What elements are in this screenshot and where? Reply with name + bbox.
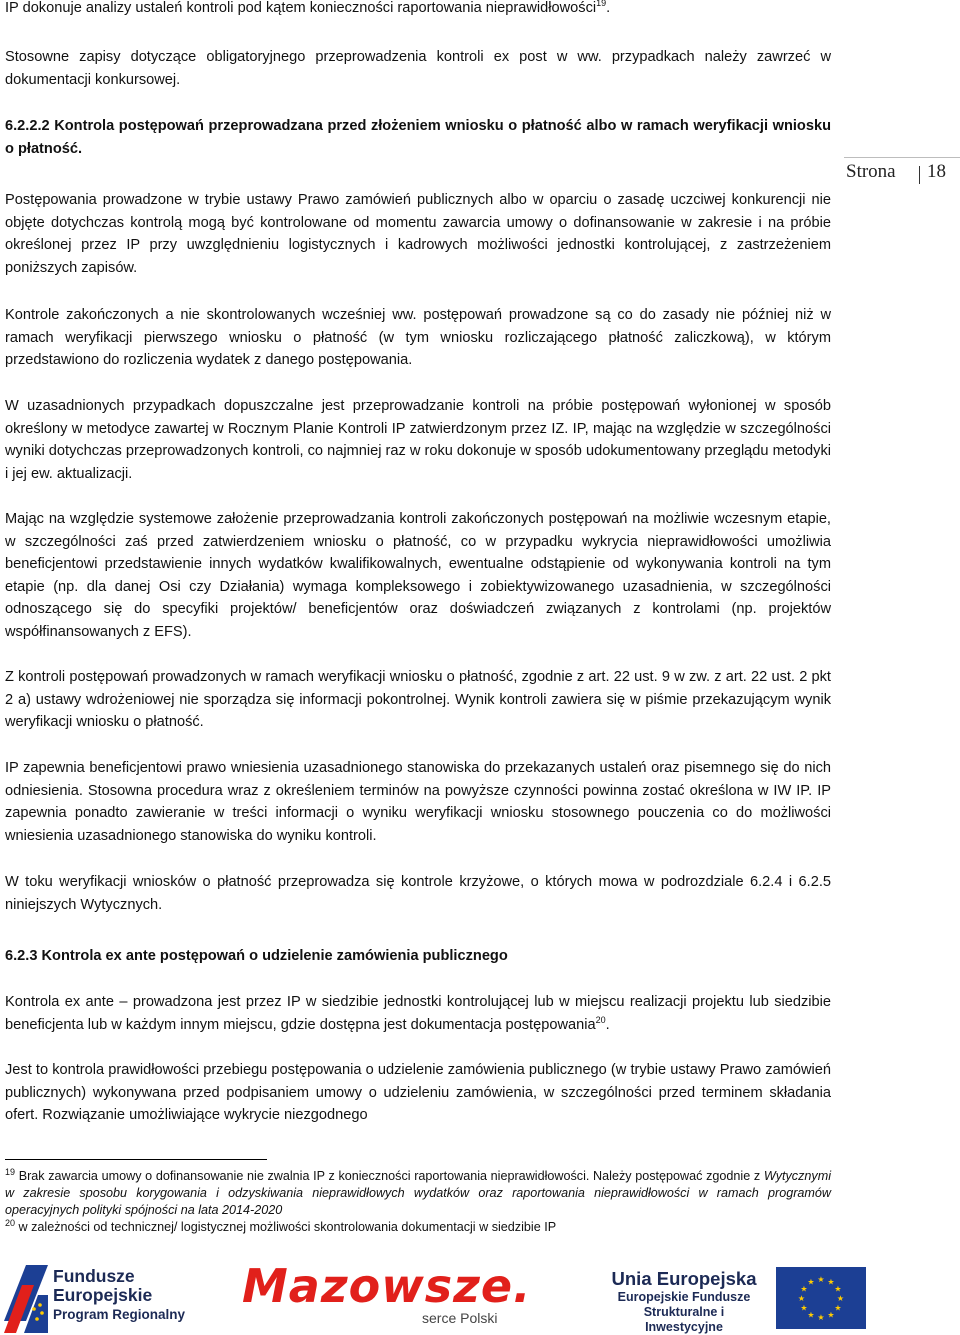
paragraph-punct: .: [606, 0, 611, 16]
svg-text:★: ★: [817, 1275, 825, 1284]
paragraph-kontrola-ex-ante: [5, 991, 831, 1036]
footnote-separator: [5, 1159, 267, 1160]
paragraph-systemowe-zalozenie: Mając na względzie systemowe założenie przeprowadzania kontroli zakończonych postępowań na możliwie wczesnym etapie, w szczególności zaś przed zatwierdzeniem wniosku o płatność, co w przypadku wykrycia nieprawidłowości umożliwia beneficjentowi przedstawienie innych wydatków kwalifikowalnych, ewentualne odstąpienie od wykonywania kontroli na tym etapie (np. dla danej Osi czy Działania) wymaga kompleksowego i zobiektywizowanego uzasadnienia, w szczególności odnoszącego się do specyfiki projektów/ beneficjentów oraz doświadczeń związanych z kontrolami (np. projektów współfinansowanych z EFS).: [5, 511, 831, 640]
footnote-19: [5, 1168, 831, 1219]
logo-strip: [0, 1253, 960, 1335]
footnote-mark-20: 20: [5, 1217, 16, 1228]
paragraph-kontrole-krzyzowe: W toku weryfikacji wniosków o płatność przeprowadza się kontrole krzyżowe, o których mowa w podrozdziale 6.2.4 i 6.2.5 niniejszych Wytycznych.: [5, 874, 831, 913]
paragraph-prawo-stanowiska: IP zapewnia beneficjentowi prawo wniesienia uzasadnionego stanowiska do przekazanych ustaleń oraz pisemnego się do nich odniesienia. Stosowna procedura wraz z określeniem terminów na powyższe czynności powinna zostać określona w IW IP. IP zapewnia ponadto zawieranie w treści informacji o wyniku weryfikacji wniosku stosownego pouczenia co do możliwości wniesienia uzasadnionego stanowiska do wyniku kontroli.: [5, 760, 831, 844]
paragraph-wynik-kontroli: Z kontroli postępowań prowadzonych w ramach weryfikacji wniosku o płatność, zgodnie z art. 22 ust. 9 w zw. z art. 22 ust. 2 pkt 2 a) ustawy wdrożeniowej nie sporządza się informacji pokontrolnej. Wynik kontroli zawiera się w piśmie przekazującym wynik weryfikacji wniosku o płatność.: [5, 669, 831, 731]
fe-line3: Program Regionalny: [53, 1307, 186, 1322]
section-heading-6-2-3: 6.2.3 Kontrola ex ante postępowań o udzielenie zamówienia publicznego: [5, 948, 508, 964]
svg-text:★: ★: [807, 1310, 815, 1320]
footnote-mark-19: 19: [5, 1166, 16, 1177]
ue-sub1: Europejskie Fundusze: [617, 1290, 751, 1304]
page-label: Strona: [846, 161, 896, 182]
unia-europejska-text: [604, 1268, 764, 1335]
footnote-19-text: Brak zawarcia umowy o dofinansowanie nie zwalnia IP z konieczności raportowania nieprawidłowości. Należy postępować zgodnie z: [18, 1169, 761, 1183]
paragraph-text: IP dokonuje analizy ustaleń kontroli pod kątem konieczności raportowania nieprawidłowości: [5, 0, 597, 16]
svg-text:★: ★: [836, 1294, 845, 1303]
ue-sub2: Strukturalne i Inwestycyjne: [643, 1305, 725, 1334]
svg-text:★: ★: [807, 1277, 815, 1287]
svg-text:★: ★: [834, 1303, 842, 1313]
ue-title: Unia Europejska: [611, 1268, 757, 1289]
footnote-20: [5, 1219, 831, 1236]
svg-text:★: ★: [827, 1310, 835, 1320]
paragraph-punct: .: [605, 1016, 610, 1033]
paragraph-postepowania: Postępowania prowadzone w trybie ustawy Prawo zamówień publicznych albo w oparciu o zasadę uczciwej konkurencji nie objęte dotychczas kontrolą mogą być kontrolowane od momentu zawarcia umowy o dofinansowanie w zakresie i na próbie określonej przez IP przy uwzględnieniu logistycznych i kadrowych możliwości jednostki kontrolującej, z zastrzeżeniem poniższych zapisów.: [5, 192, 831, 276]
page-number: 18: [927, 161, 946, 182]
page-number-marker: [844, 157, 960, 188]
svg-text:★: ★: [797, 1294, 806, 1303]
footnote-ref-19[interactable]: 19: [596, 0, 607, 9]
paragraph-kontrola-prawidlowosci: Jest to kontrola prawidłowości przebiegu postępowania o udzielenie zamówienia publicznego (w trybie ustawy Prawo zamówień publicznych) wykonywana przed podpisaniem umowy o udzieleniu zamówienia, w szczególności przed terminem składania ofert. Rozwiązanie umożliwiające wykrycie niezgodnego: [5, 1062, 831, 1124]
paragraph-ex-post: Stosowne zapisy dotyczące obligatoryjnego przeprowadzenia kontroli ex post w ww. przypadkach należy zawrzeć w dokumentacji konkursowej.: [5, 49, 831, 88]
footnote-ref-20[interactable]: 20: [595, 1014, 606, 1025]
footnote-20-text: w zależności od technicznej/ logistycznej możliwości skontrolowania dokumentacji w siedzibie IP: [18, 1220, 557, 1234]
svg-text:★: ★: [817, 1313, 825, 1322]
fe-line2: Europejskie: [53, 1285, 153, 1305]
paragraph-text: Kontrola ex ante – prowadzona jest przez IP w siedzibie jednostki kontrolującej lub w miejscu realizacji projektu lub siedzibie beneficjenta lub w każdym innym miejscu, gdzie dostępna jest dokumentacja postępowania: [5, 994, 831, 1033]
section-heading-6-2-2-2: 6.2.2.2 Kontrola postępowań przeprowadzana przed złożeniem wniosku o płatność albo w ramach weryfikacji wniosku o płatność.: [5, 118, 831, 157]
eu-flag-icon: [776, 1267, 866, 1329]
paragraph-analysis: [5, 0, 831, 20]
footnote-19-italic: Wytycznymi w zakresie sposobu korygowania i odzyskiwania nieprawidłowych wydatków oraz raportowania nieprawidłowości w ramach programów operacyjnych polityki spójności na lata 2014-2020: [5, 1169, 831, 1217]
svg-text:★: ★: [800, 1303, 808, 1313]
mazowsze-logo-text: Mazowsze.: [242, 1259, 532, 1313]
svg-text:★: ★: [800, 1284, 808, 1294]
fe-line1: Fundusze: [53, 1266, 135, 1286]
fundusze-europejskie-logo-icon: [4, 1261, 48, 1333]
fundusze-europejskie-text: [53, 1267, 185, 1324]
svg-text:★: ★: [827, 1277, 835, 1287]
paragraph-kontrole-zakonczonych: Kontrole zakończonych a nie skontrolowanych wcześniej ww. postępowań prowadzone są co do zasady nie później niż w ramach weryfikacji pierwszego wniosku o płatność (w tym wniosku rozliczającego płatność zaliczkową), w którym przedstawiono do rozliczenia wydatek z danego postępowania.: [5, 307, 831, 369]
mazowsze-tagline: serce Polski: [422, 1310, 498, 1326]
paragraph-uzasadnione-przypadki: W uzasadnionych przypadkach dopuszczalne jest przeprowadzanie kontroli na próbie postępowań wyłonionej w sposób określony w metodyce zawartej w Rocznym Planie Kontroli IP zatwierdzonym przez IZ. IP, mając na względzie w szczególności wyniki dotychczas przeprowadzonych kontroli, co najmniej raz w roku dokonuje w sposób udokumentowany przeglądu metodyki i jej ew. aktualizacji.: [5, 398, 831, 482]
svg-text:★: ★: [834, 1284, 842, 1294]
page-separator: [919, 166, 920, 184]
